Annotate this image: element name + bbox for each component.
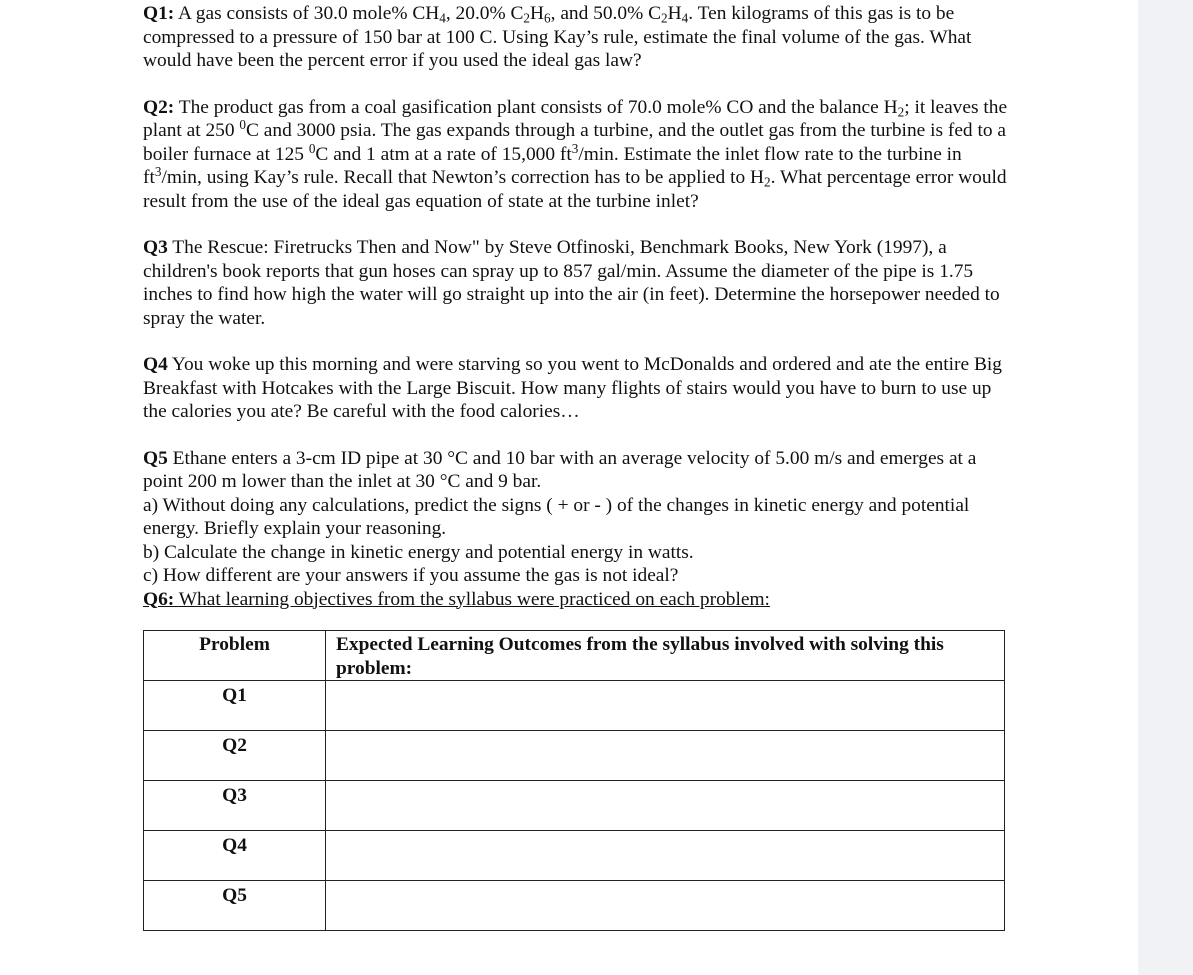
problem-cell: Q5 [144, 881, 326, 931]
outcomes-cell[interactable] [326, 681, 1005, 731]
problem-cell: Q4 [144, 831, 326, 881]
outcomes-cell[interactable] [326, 831, 1005, 881]
header-outcomes: Expected Learning Outcomes from the syllabus involved with solving this problem: [326, 631, 1005, 681]
question-4-text: You woke up this morning and were starving so you went to McDonalds and ordered and ate the entire Big Breakfast with Hotcakes with the Large Biscuit. How many flights of stairs would you have to burn to use up the calories you ate? Be careful with the food calories… [143, 354, 1002, 422]
outcomes-cell[interactable] [326, 881, 1005, 931]
table-row [144, 781, 1005, 831]
problem-cell: Q3 [144, 781, 326, 831]
question-6-text: What learning objectives from the syllabus were practiced on each problem: [178, 588, 770, 610]
question-6 [143, 588, 1013, 612]
question-5-part-c: c) How different are your answers if you assume the gas is not ideal? [143, 565, 679, 586]
outcomes-cell[interactable] [326, 731, 1005, 781]
question-1-label: Q1: [143, 3, 175, 24]
question-4 [143, 353, 1013, 424]
learning-outcomes-table [143, 630, 1005, 931]
question-6-label: Q6: [143, 588, 175, 610]
problem-cell: Q2 [144, 731, 326, 781]
question-5-label: Q5 [143, 447, 168, 469]
question-4-label: Q4 [143, 354, 168, 375]
table-row [144, 681, 1005, 731]
header-problem: Problem [144, 631, 326, 681]
question-1: Q1: A gas consists of 30.0 mole% $CH_4$, 20.0% $C_2H_6$, and 50.0% $C_2H_4$. Ten kilograms of this gas is to be compressed to a pressure of 150 bar at 100 C. Using Kay’s rule, estimate the final volume of the gas. What would have been the percent error if you used the ideal gas law? [143, 3, 972, 71]
question-5-part-b: b) Calculate the change in kinetic energy and potential energy in watts. [143, 541, 694, 563]
question-5-part-a: a) Without doing any calculations, predict the signs ( + or - ) of the changes in kinetic energy and potential energy. Briefly explain your reasoning. [143, 494, 970, 539]
table-row [144, 731, 1005, 781]
table-row [144, 881, 1005, 931]
question-5-intro: Ethane enters a 3-cm ID pipe at 30 °C and 10 bar with an average velocity of 5.00 m/s and emerges at a point 200 m lower than the inlet at 30 °C and 9 bar. [143, 447, 977, 492]
question-3 [143, 236, 1013, 330]
page-margin [1138, 0, 1193, 975]
table-row [144, 831, 1005, 881]
document-page [143, 2, 1013, 611]
question-3-text: The Rescue: Firetrucks Then and Now" by Steve Otfinoski, Benchmark Books, New York (1997), a children's book reports that gun hoses can spray up to 857 gal/min. Assume the diameter of the pipe is 1.75 inches to find how high the water will go straight up into the air (in feet). Determine the horsepower needed to spray the water. [143, 237, 1000, 329]
table-header-row [144, 631, 1005, 681]
outcomes-cell[interactable] [326, 781, 1005, 831]
question-2-label: Q2: [143, 96, 175, 118]
question-3-label: Q3 [143, 237, 168, 258]
problem-cell: Q1 [144, 681, 326, 731]
question-2: Q2: The product gas from a coal gasification plant consists of 70.0 mole% CO and the balance $H_2$; it leaves the plant at 250 $^0$C and 3000 psia. The gas expands through a turbine, and the outlet gas from the turbine is fed to a boiler furnace at 125 $^0$C and 1 atm at a rate of 15,000 $ft^3/\min$. Estimate the inlet flow rate to the turbine in $ft^3/\min$, using Kay’s rule. Recall that Newton’s correction has to be applied to $H_2$. What percentage error would result from the use of the ideal gas equation of state at the turbine inlet? [143, 96, 1008, 212]
question-5 [143, 447, 1013, 588]
